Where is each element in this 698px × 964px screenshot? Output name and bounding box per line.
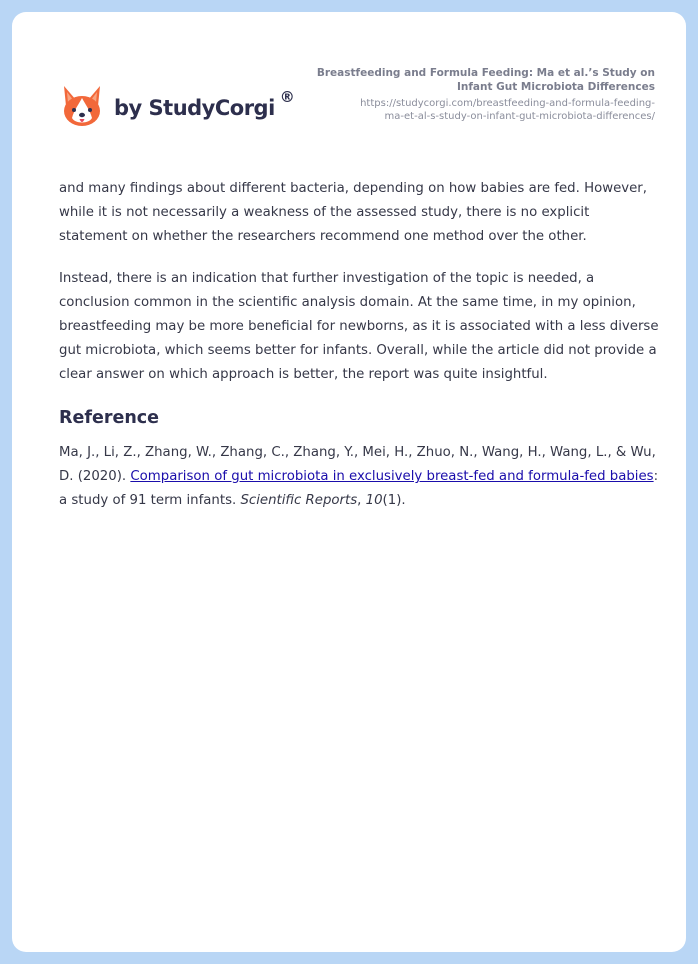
body-paragraph: and many findings about different bacteria, depending on how babies are fed. However, while it is not necessarily a weakness of the assessed study, there is no explicit statement on whether the researchers recommend one method over the other. <box>59 181 648 244</box>
document-url[interactable] <box>295 97 655 123</box>
document-title-line: Breastfeeding and Formula Feeding: Ma et al.’s Study on <box>316 67 655 79</box>
document-title-line: Infant Gut Microbiota Differences <box>456 81 655 93</box>
reference-link-text: Comparison of gut microbiota in exclusively breast-fed and formula-fed babies <box>130 469 654 484</box>
reference-subtitle: : a study of 91 term infants. <box>59 469 659 508</box>
reference-journal: Scientific Reports <box>240 493 358 508</box>
reference-authors: Ma, J., Li, Z., Zhang, W., Zhang, C., Zhang, Y., Mei, H., Zhuo, N., Wang, H., Wang, L., & Wu, D. (2020). <box>59 445 656 484</box>
reference-heading: Reference <box>59 408 160 428</box>
reference-link[interactable] <box>130 469 653 484</box>
corgi-icon <box>60 82 104 130</box>
reference-entry <box>59 441 659 513</box>
document-page <box>12 12 686 952</box>
document-body <box>59 177 659 531</box>
body-paragraph: Instead, there is an indication that further investigation of the topic is needed, a conclusion common in the scientific analysis domain. At the same time, in my opinion, breastfeeding may be more beneficial for newborns, as it is associated with a less diverse gut microbiota, which seems better for infants. Overall, while the article did not provide a clear answer on which approach is better, the report was quite insightful. <box>59 271 659 382</box>
document-title <box>295 66 655 94</box>
document-url-line: https://studycorgi.com/breastfeeding-and-formula-feeding- <box>360 98 655 109</box>
registered-mark: ® <box>279 88 295 106</box>
document-meta <box>295 66 655 123</box>
reference-volume: 10 <box>365 493 383 508</box>
logo-text: by StudyCorgi <box>114 96 275 120</box>
document-url-line: ma-et-al-s-study-on-infant-gut-microbiota-differences/ <box>384 111 655 122</box>
reference-separator: , <box>357 493 366 508</box>
reference-issue: (1). <box>382 493 406 508</box>
studycorgi-logo[interactable] <box>60 76 295 136</box>
